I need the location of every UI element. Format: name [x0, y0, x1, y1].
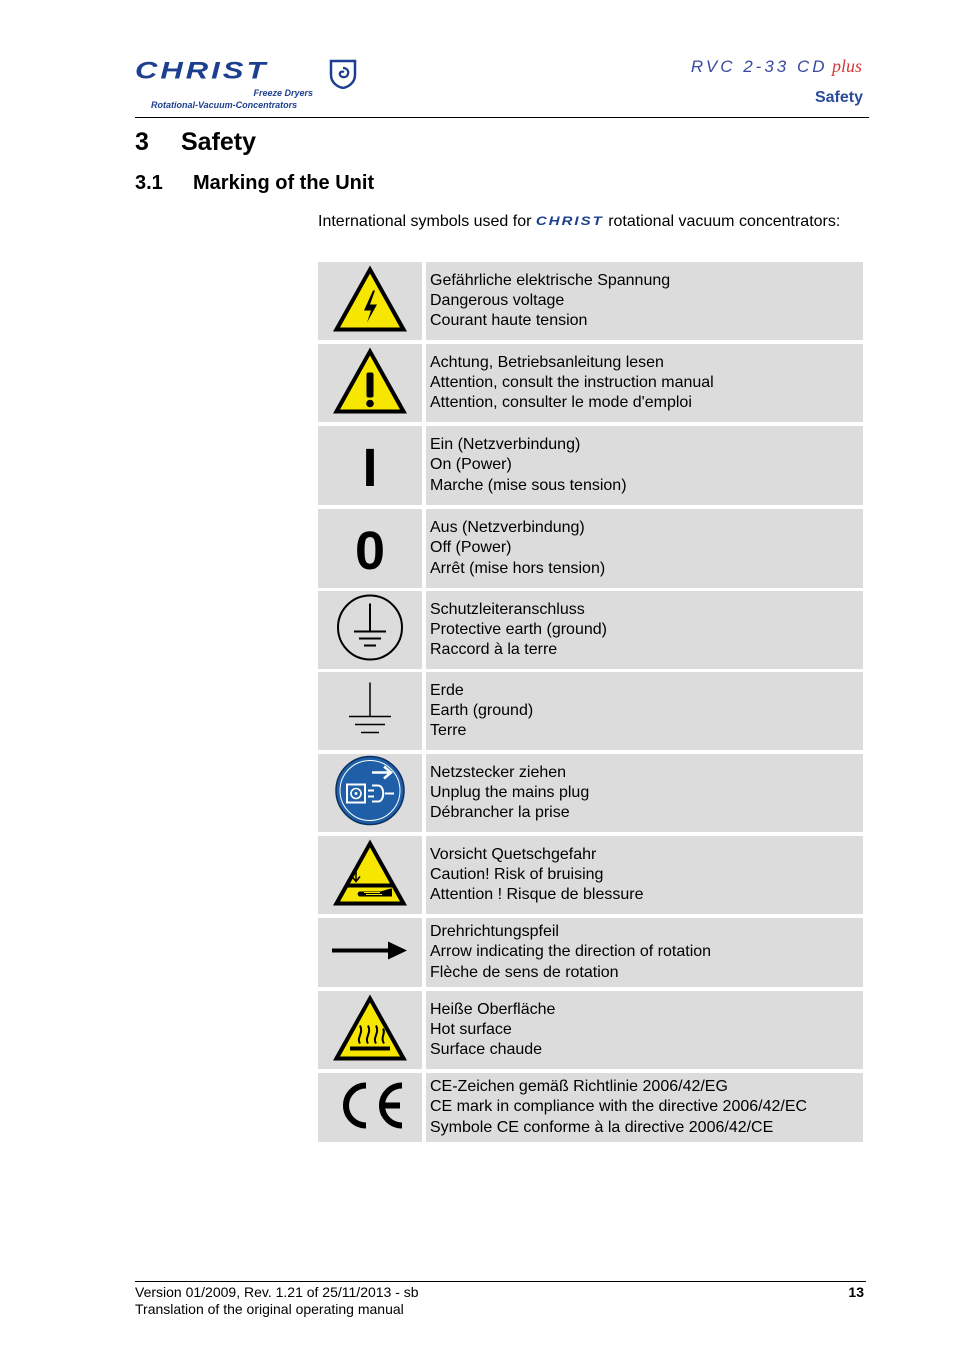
- chapter-heading: [135, 128, 256, 157]
- symbol-icon-cell: [318, 754, 422, 832]
- symbol-label-de: CE-Zeichen gemäß Richtlinie 2006/42/EG: [430, 1078, 728, 1096]
- symbol-row: [318, 754, 863, 832]
- christ-emblem-icon: [328, 59, 358, 89]
- symbol-label-de: Ein (Netzverbindung): [430, 436, 581, 454]
- symbol-label-fr: Terre: [430, 722, 467, 740]
- section-heading: [135, 172, 374, 195]
- power-on-icon: I: [362, 437, 378, 498]
- symbol-label-de: Aus (Netzverbindung): [430, 519, 585, 537]
- intro-text-after: rotational vacuum concentrators:: [608, 213, 841, 230]
- symbol-label-en: On (Power): [430, 456, 512, 474]
- intro-brand-logo: CHRIST: [535, 214, 604, 229]
- logo-subtitle-rvc: Rotational-Vacuum-Concentrators: [151, 100, 298, 110]
- symbol-description-cell: [426, 426, 863, 505]
- symbol-label-fr: Symbole CE conforme à la directive 2006/42/CE: [430, 1118, 774, 1136]
- symbol-description-cell: [426, 344, 863, 422]
- symbol-label-en: Caution! Risk of bruising: [430, 865, 604, 883]
- symbol-description-cell: [426, 754, 863, 832]
- symbol-label-en: Protective earth (ground): [430, 620, 607, 638]
- symbol-label-de: Achtung, Betriebsanleitung lesen: [430, 353, 664, 371]
- symbol-icon-cell: [318, 262, 422, 340]
- symbol-icon-cell: [318, 672, 422, 750]
- section-number: 3.1: [135, 172, 163, 194]
- header-divider: [135, 117, 869, 118]
- symbol-icon-cell: [318, 509, 422, 588]
- symbol-row: [318, 918, 863, 987]
- page-number: 13: [848, 1284, 864, 1300]
- intro-paragraph: [318, 210, 863, 234]
- symbol-label-en: Off (Power): [430, 539, 512, 557]
- symbol-description-cell: [426, 509, 863, 588]
- symbol-label-en: Dangerous voltage: [430, 291, 565, 309]
- symbol-row: [318, 509, 863, 588]
- exclamation-warning-icon: [330, 345, 410, 422]
- symbol-description-cell: [426, 918, 863, 987]
- hot-surface-icon: [330, 992, 410, 1069]
- symbol-icon-cell: [318, 1073, 422, 1142]
- ce-mark-icon: [334, 1080, 406, 1135]
- symbol-label-en: Arrow indicating the direction of rotation: [430, 943, 712, 961]
- symbol-icon-cell: [318, 344, 422, 422]
- symbol-description-cell: [426, 591, 863, 669]
- symbol-row: [318, 262, 863, 340]
- symbol-label-en: Earth (ground): [430, 701, 534, 719]
- protective-earth-icon: [334, 592, 406, 669]
- symbol-label-en: Unplug the mains plug: [430, 783, 590, 801]
- symbol-row: [318, 591, 863, 669]
- symbol-label-fr: Marche (mise sous tension): [430, 476, 627, 494]
- symbol-label-en: Hot surface: [430, 1020, 512, 1038]
- footer-version: Version 01/2009, Rev. 1.21 of 25/11/2013 - sb: [135, 1284, 419, 1300]
- footer-translation: Translation of the original operating manual: [135, 1301, 404, 1317]
- symbol-row: [318, 426, 863, 505]
- symbol-row: [318, 836, 863, 914]
- symbol-label-de: Schutzleiteranschluss: [430, 600, 585, 618]
- symbol-label-fr: Attention, consulter le mode d'emploi: [430, 394, 692, 412]
- symbol-icon-cell: [318, 918, 422, 987]
- symbol-icon-cell: [318, 591, 422, 669]
- symbol-label-de: Netzstecker ziehen: [430, 763, 567, 781]
- symbol-label-en: Attention, consult the instruction manual: [430, 373, 714, 391]
- symbol-label-fr: Raccord à la terre: [430, 641, 558, 659]
- symbol-label-fr: Attention ! Risque de blessure: [430, 886, 644, 904]
- symbol-description-cell: [426, 991, 863, 1069]
- logo-wordmark: CHRIST: [135, 56, 269, 84]
- chapter-number: 3: [135, 128, 149, 156]
- header-model: [691, 56, 862, 77]
- symbol-label-de: Gefährliche elektrische Spannung: [430, 271, 671, 289]
- symbol-label-de: Heiße Oberfläche: [430, 1000, 556, 1018]
- christ-logo: [135, 54, 367, 112]
- symbol-label-fr: Surface chaude: [430, 1041, 543, 1059]
- header-section-title: Safety: [814, 89, 863, 106]
- power-off-icon: 0: [354, 520, 386, 581]
- symbol-label-fr: Arrêt (mise hors tension): [430, 559, 606, 577]
- symbol-description-cell: [426, 1073, 863, 1142]
- symbol-description-cell: [426, 672, 863, 750]
- symbol-label-fr: Débrancher la prise: [430, 804, 570, 822]
- symbol-label-en: CE mark in compliance with the directive 2006/42/EC: [430, 1098, 808, 1116]
- symbol-label-fr: Courant haute tension: [430, 312, 588, 330]
- earth-ground-icon: [345, 679, 395, 744]
- symbol-icon-cell: [318, 426, 422, 505]
- symbol-icon-cell: [318, 991, 422, 1069]
- symbol-label-de: Drehrichtungspfeil: [430, 923, 559, 941]
- symbol-label-fr: Flèche de sens de rotation: [430, 963, 619, 981]
- crush-hazard-icon: [330, 837, 410, 914]
- symbol-row: [318, 344, 863, 422]
- symbol-label-de: Vorsicht Quetschgefahr: [430, 845, 597, 863]
- rotation-arrow-icon: [332, 939, 408, 966]
- footer-divider: [135, 1281, 866, 1282]
- symbol-row: [318, 672, 863, 750]
- intro-text-before: International symbols used for: [318, 213, 532, 230]
- symbol-description-cell: [426, 836, 863, 914]
- symbol-row: [318, 991, 863, 1069]
- chapter-title: Safety: [181, 128, 257, 156]
- model-name: RVC 2-33 CD: [690, 57, 828, 76]
- symbol-icon-cell: [318, 836, 422, 914]
- model-plus: plus: [831, 56, 862, 76]
- logo-subtitle-freeze-dryers: Freeze Dryers: [253, 88, 313, 98]
- high-voltage-warning-icon: [330, 263, 410, 340]
- symbol-description-cell: [426, 262, 863, 340]
- symbol-label-de: Erde: [430, 681, 464, 699]
- symbol-row: [318, 1073, 863, 1142]
- unplug-mains-icon: [334, 755, 406, 832]
- section-title: Marking of the Unit: [193, 172, 375, 194]
